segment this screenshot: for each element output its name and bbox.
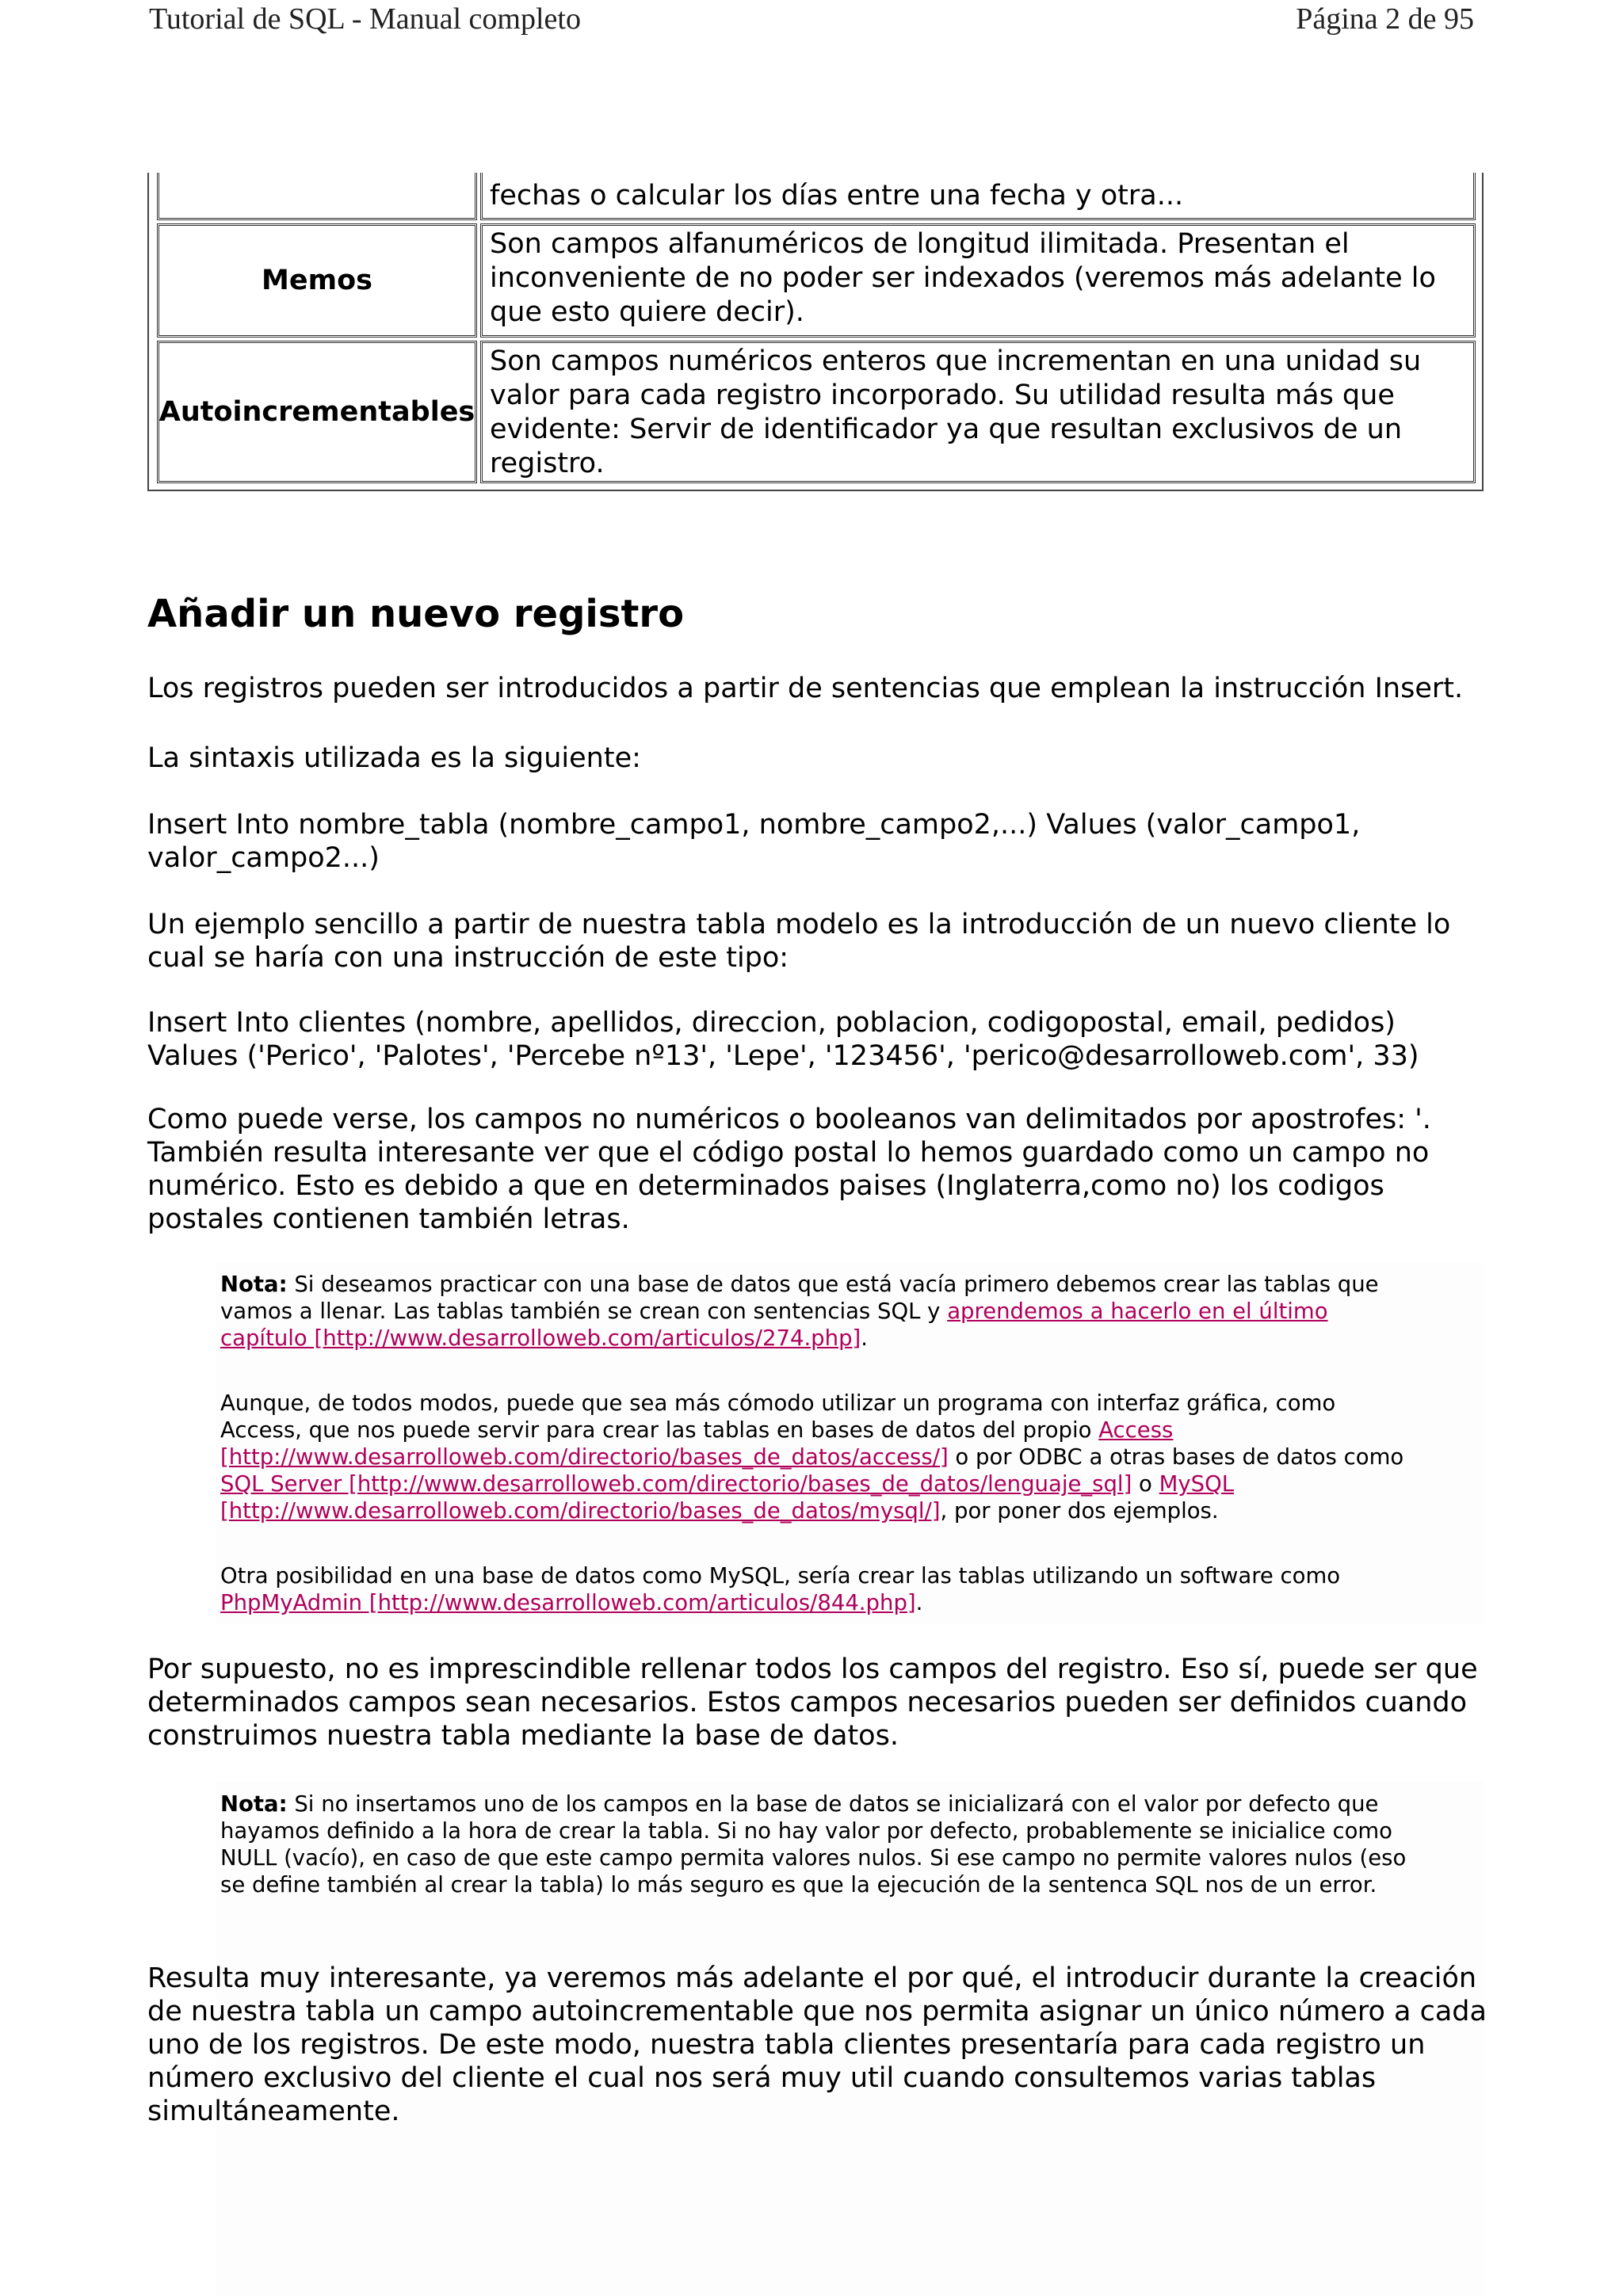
table-cell-continued: fechas o calcular los días entre una fecha y otra...	[480, 173, 1476, 220]
link-last-chapter[interactable]: aprendemos a hacerlo en el último capítulo [http://www.desarrolloweb.com/articulos/274.php]	[220, 1299, 1328, 1351]
document-title: Tutorial de SQL - Manual completo	[149, 2, 581, 36]
table-row-description: Son campos numéricos enteros que incrementan en una unidad su valor para cada registro incorporado. Su utilidad resulta más que evidente: Servir de identificador ya que resultan exclusivos de un registro.	[480, 341, 1476, 483]
link-access[interactable]: Access [http://www.desarrolloweb.com/directorio/bases_de_datos/access/]	[220, 1417, 1174, 1470]
paragraph: Un ejemplo sencillo a partir de nuestra tabla modelo es la introducción de un nuevo cliente lo cual se haría con una instrucción de este tipo:	[147, 909, 1451, 974]
paragraph: Los registros pueden ser introducidos a partir de sentencias que emplean la instrucción Insert.	[147, 673, 1464, 704]
note	[220, 1791, 1409, 1898]
link-sql-server[interactable]: SQL Server [http://www.desarrolloweb.com/directorio/bases_de_datos/lenguaje_sql]	[220, 1471, 1132, 1497]
note-text: Otra posibilidad en una base de datos como MySQL, sería crear las tablas utilizando un software como	[220, 1563, 1341, 1589]
note-text: Aunque, de todos modos, puede que sea más cómodo utilizar un programa con interfaz gráfica, como Access, que nos puede servir para crear las tablas en bases de datos del propio	[220, 1390, 1336, 1443]
note	[220, 1271, 1409, 1352]
note-text: .	[915, 1590, 923, 1615]
field-types-table	[147, 173, 1484, 491]
page-number: Página 2 de 95	[1296, 2, 1474, 36]
note-text: .	[861, 1325, 869, 1351]
link-phpmyadmin[interactable]: PhpMyAdmin [http://www.desarrolloweb.com/articulos/844.php]	[220, 1590, 916, 1615]
note-text: , por poner dos ejemplos.	[940, 1498, 1219, 1524]
paragraph: Por supuesto, no es imprescindible rellenar todos los campos del registro. Eso sí, puede ser que determinados campos sean necesarios. Estos campos necesarios pueden ser definidos cuando construimos nuestra tabla mediante la base de datos.	[147, 1653, 1478, 1752]
table-row-label: Memos	[157, 223, 477, 338]
table-row-label: Autoincrementables	[157, 341, 477, 483]
section-title: Añadir un nuevo registro	[147, 592, 685, 636]
paragraph: Como puede verse, los campos no numéricos o booleanos van delimitados por apostrofes: '. También resulta interesante ver que el código postal lo hemos guardado como un campo no numérico. Esto es debido a que en determinados paises (Inglaterra,como no) los codigos postales contienen también letras.	[147, 1104, 1431, 1235]
note-text: Si no insertamos uno de los campos en la base de datos se inicializará con el valor por defecto que hayamos definido a la hora de crear la tabla. Si no hay valor por defecto, probablemente se inicialice como NULL (vacío), en caso de que este campo permita valores nulos. Si ese campo no permite valores nulos (eso se define también al crear la tabla) lo más seguro es que la ejecución de la sentenca SQL nos de un error.	[220, 1791, 1407, 1897]
note-label: Nota:	[220, 1791, 288, 1817]
paragraph: Insert Into clientes (nombre, apellidos, direccion, poblacion, codigopostal, email, pedidos) Values ('Perico', 'Palotes', 'Percebe nº13', 'Lepe', '123456', 'perico@desarrolloweb.com', 33)	[147, 1007, 1419, 1072]
note-text: Si deseamos practicar con una base de datos que está vacía primero debemos crear las tablas que vamos a llenar. Las tablas también se crean con sentencias SQL y	[220, 1272, 1379, 1324]
table-row-description: Son campos alfanuméricos de longitud ilimitada. Presentan el inconveniente de no poder ser indexados (veremos más adelante lo que esto quiere decir).	[480, 223, 1476, 338]
paragraph: La sintaxis utilizada es la siguiente:	[147, 742, 641, 774]
note	[220, 1562, 1409, 1616]
note-label: Nota:	[220, 1272, 288, 1297]
table-cell-empty	[157, 173, 477, 220]
link-mysql[interactable]: MySQL [http://www.desarrolloweb.com/directorio/bases_de_datos/mysql/]	[220, 1471, 1235, 1524]
paragraph: Resulta muy interesante, ya veremos más adelante el por qué, el introducir durante la creación de nuestra tabla un campo autoincrementable que nos permita asignar un único número a cada uno de los registros. De este modo, nuestra tabla clientes presentaría para cada registro un número exclusivo del cliente el cual nos será muy util cuando consultemos varias tablas simultáneamente.	[147, 1962, 1487, 2127]
note-text: o	[1132, 1471, 1159, 1497]
note-text: o por ODBC a otras bases de datos como	[948, 1444, 1404, 1470]
note	[220, 1390, 1409, 1524]
paragraph: Insert Into nombre_tabla (nombre_campo1, nombre_campo2,...) Values (valor_campo1, valor_campo2...)	[147, 809, 1361, 874]
